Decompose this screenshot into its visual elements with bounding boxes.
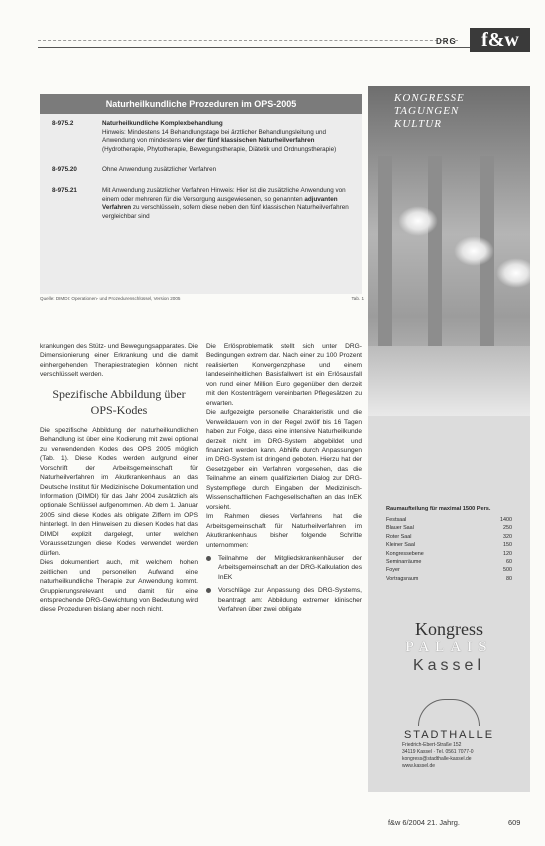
row-text: Ohne Anwendung zusätzlicher Verfahren (102, 166, 217, 174)
row-bold2: vier der fünf klassischen Naturheilverfahren (182, 137, 315, 145)
header-solid-rule (38, 47, 508, 48)
ad-headline: KONGRESSE TAGUNGEN KULTUR (394, 92, 465, 130)
address-line: www.kassel.de (402, 763, 436, 769)
chandelier-icon (496, 258, 530, 288)
room-capacity: 250 (503, 525, 512, 532)
ballroom-photo (368, 86, 530, 416)
room-name: Foyer (386, 567, 400, 574)
list-item (386, 524, 512, 532)
row-text2: zu verschlüsseln, sofern diese neben den fünf klassischen Naturheilverfahren vergleichbar sind (102, 204, 349, 220)
row-bold2: adjuvanten Verfahren (102, 195, 338, 212)
room-capacity: 500 (503, 567, 512, 574)
list-item (386, 575, 512, 583)
procedures-table-box (40, 94, 362, 294)
brand-kongress: Kongress (415, 619, 483, 639)
address-line: 34119 Kassel · Tel. 0561 7077-0 (402, 749, 474, 755)
middle-column (206, 342, 362, 615)
footnote-text: Quelle: DIMDI: Operationen- und Prozedurenschlüssel, Version 2005 (40, 296, 181, 301)
room-capacity: 1400 (500, 517, 512, 523)
bullet-icon (206, 588, 211, 593)
paragraph: Im Rahmen dieses Verfahrens hat die Arbeitsgemeinschaft für Naturheilverfahren im Akutkrankenhaus bisher folgende Schritte unternommen: (206, 513, 362, 549)
list-item (206, 554, 362, 582)
room-name: Roter Saal (386, 533, 412, 540)
stadthalle-logo-icon (418, 699, 480, 726)
room-name: Festsaal (386, 517, 407, 523)
list-item (386, 541, 512, 549)
ops-code: 8-975.21 (52, 186, 77, 194)
bullet-text: Vorschläge zur Anpassung des DRG-Systems, beantragt am: Abbildung extremer klinischer Verfahren über zwei obligate (218, 587, 362, 614)
paragraph: Die spezifische Abbildung der naturheilkundlichen Behandlung ist über eine Kodierung mit zwei optional zu verwendenden Kodes des OPS 2005 möglich (Tab. 1). Diese Kodes werden aufgrund einer Vorschrift der Arbeitsgemeinschaft für Naturheilverfahren im Akutkrankenhaus an das Deutsche Institut für Medizinische Dokumentation und Information (DIMDI) für das Jahr 2004 zusätzlich als optionale Schlüssel aufgenommen. Ab dem 1. Januar 2005 sind diese Kodes als obligate Ziffern im OPS hinterlegt. In den Hinweisen zu diesen Kodes hat das DIMDI explizit dargelegt, unter welchen Voraussetzungen diese Kodes verwendet werden dürfen. (40, 426, 198, 557)
advertisement (368, 86, 530, 792)
list-item (206, 586, 362, 614)
list-item (386, 558, 512, 566)
journal-logo: f&w (470, 28, 530, 52)
chandelier-icon (454, 236, 494, 266)
footer-issue: f&w 6/2004 21. Jahrg. (388, 818, 460, 827)
room-capacity: 120 (503, 550, 512, 557)
footnote-tab: Tab. 1 (351, 296, 364, 301)
room-name: Kongressebene (386, 550, 424, 557)
table-footnote (40, 296, 364, 302)
bullet-text: Teilnahme der Mitgliedskrankenhäuser der Arbeitsgemeinschaft an der DRG-Kalkulation des InEK (218, 554, 362, 581)
ops-code: 8-975.20 (52, 166, 77, 174)
subheading: Spezifische Abbildung über OPS-Kodes (52, 386, 186, 417)
left-column (40, 342, 198, 615)
room-list (386, 506, 512, 583)
header-dashed-rule (38, 40, 458, 41)
address-line: Friedrich-Ebert-Straße 152 (402, 742, 462, 748)
paragraph: Die aufgezeigte personelle Charakteristik und die Verweildauern von in der Regel zwölf bis 16 Tagen haben zur Folge, dass eine intensive Naturheilkunde derzeit nicht im DRG-System abgebildet und finanziert werden kann. Abhilfe durch Anpassungen im DRG-System ist dringend geboten. Hierzu hat der Gesetzgeber ein Verfahren vorgesehen, das die Teilnahme an einem qualifizierten Dialog zur DRG-Systempflege durch Eingaben der Medizinisch-Wissenschaftlichen Fachgesellschaften an das InEK vorsieht. (206, 409, 362, 511)
list-item (386, 566, 512, 574)
brand-palais: PALAIS (405, 639, 493, 655)
table-title: Naturheilkundliche Prozeduren im OPS-2005 (40, 94, 362, 114)
section-label: DRG (436, 37, 457, 46)
row-text: Mit Anwendung zusätzlicher Verfahren Hinweis: Hier ist die zusätzliche Anwendung von einem oder mehreren für die Versorgung ausgewiesenen, so genannten (102, 186, 346, 203)
list-item (386, 516, 512, 524)
room-name: Kleiner Saal (386, 542, 416, 549)
paragraph: Die Erlösproblematik stellt sich unter DRG-Bedingungen extrem dar. Nach einer zu 100 Prozent realisierten Konvergenzphase und einem landeseinheitlichen Basisfallwert ist ein Erlösausfall von rund einer Million Euro gegenüber den derzeit mit den Kostenträgern vereinbarten Pflegesätzen zu erwarten. (206, 343, 362, 407)
paragraph: Dies dokumentiert auch, mit welchem hohen zeitlichen und personellen Aufwand eine naturheilkundliche Therapie zur Anwendung kommt. Gruppierungsrelevant und damit für eine entsprechende DRG-Gewichtung von Bedeutung wird diese Prozeduren bislang aber noch nicht. (40, 559, 198, 614)
table-row (40, 166, 354, 175)
list-item (386, 550, 512, 558)
brand-stadthalle: STADTHALLE (403, 729, 495, 741)
room-capacity: 320 (503, 533, 512, 540)
row-text: Hinweis: Mindestens 14 Behandlungstage bei ärztlicher Behandlungsleitung und Anwendung von mindestens (102, 128, 327, 145)
room-capacity: 150 (503, 542, 512, 549)
page-number: 609 (508, 818, 521, 827)
paragraph: krankungen des Stütz- und Bewegungsapparates. Die Dimensionierung einer Erkrankung und die damit einhergehenden Therapiestrategien können nicht verschlüsselt werden. (40, 343, 198, 379)
list-item (386, 533, 512, 541)
address-line: kongress@stadthalle-kassel.de (402, 756, 472, 762)
row-text2: (Hydrotherapie, Phytotherapie, Bewegungstherapie, Diätetik und Ordnungstherapie) (102, 145, 337, 153)
brand-kassel: Kassel (412, 657, 486, 674)
table-row (40, 120, 354, 154)
row-bold: Naturheilkundliche Komplexbehandlung (102, 120, 223, 127)
ad-address (402, 742, 512, 770)
room-list-title: Raumaufteilung für maximal 1500 Pers. (386, 506, 491, 512)
chandelier-icon (398, 206, 438, 236)
floor-shape (368, 346, 530, 416)
room-capacity: 60 (506, 559, 512, 566)
room-name: Seminarräume (386, 559, 422, 566)
bullet-icon (206, 556, 211, 561)
room-capacity: 80 (506, 575, 512, 582)
ops-code: 8-975.2 (52, 120, 74, 127)
room-name: Vortragsraum (386, 575, 419, 582)
room-name: Blauer Saal (386, 525, 414, 532)
table-row (40, 187, 354, 221)
